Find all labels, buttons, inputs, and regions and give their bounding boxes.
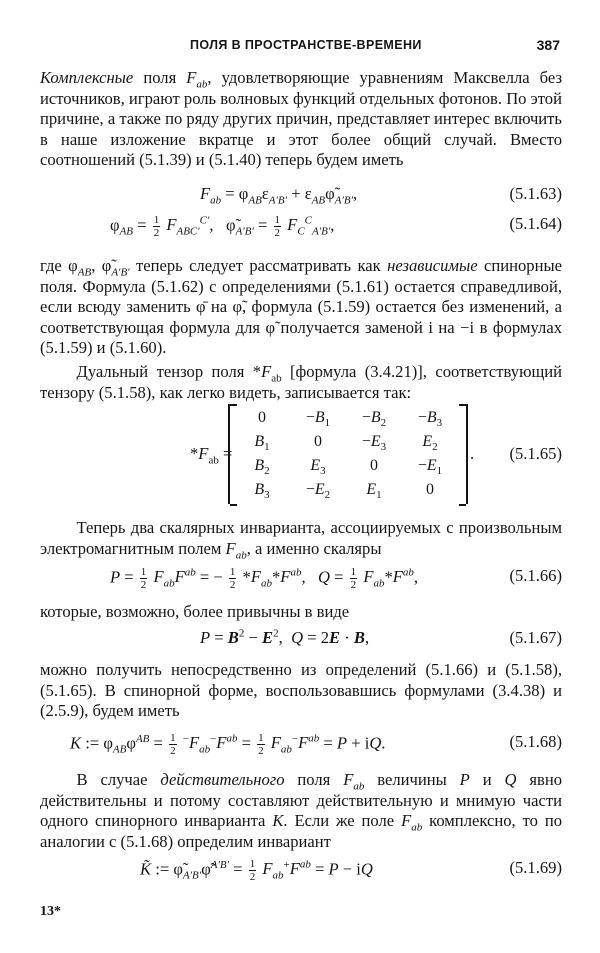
period: . — [470, 444, 475, 463]
paragraph-5: которые, возможно, более привычны в виде — [40, 602, 350, 621]
paragraph-7: В случае действительного поля $F_{ab}$ величины P и Q явно действительны и потому составляют действительную и мнимую части одного спинорного инварианта K. Если же поле $F_{ab}$ комплексно, то по аналогии с (5.1.68) определим инвариант — [40, 770, 562, 851]
matrix-cell: 0 — [370, 457, 378, 474]
matrix-cell: $B_3$ — [254, 481, 270, 502]
matrix-cell: $E_3$ — [310, 457, 326, 478]
formula: K := $\varphi_{AB}\varphi^{AB}$ = $\frac{1}{2}$ $^-F_{ab}^-F^{ab}$ = $\frac{1}{2}$ $F_{ab}^-F^{ab} = P$ + iQ. — [70, 732, 386, 757]
formula: $P = B^2 - E^2$, Q = 2E · B, — [200, 627, 370, 647]
matrix-cell: $B_2$ — [254, 457, 270, 478]
matrix-cell: $E_2$ — [422, 433, 438, 454]
equation-5-1-68 — [40, 732, 562, 762]
signature-mark: 13* — [40, 904, 61, 919]
equation-number: (5.1.64) — [509, 214, 562, 233]
matrix-cell: $-B_1$ — [305, 409, 331, 430]
matrix-lhs: $*F_{ab}$ = — [190, 444, 233, 467]
equation-number: (5.1.65) — [509, 444, 562, 463]
equation-5-1-67 — [40, 628, 562, 658]
matrix-cell: $-E_3$ — [361, 433, 387, 454]
matrix-cell: 0 — [314, 433, 322, 450]
running-header — [40, 38, 560, 58]
matrix-cell: 0 — [258, 409, 266, 426]
formula: P = $\frac{1}{2}$ $F_{ab}F^{ab}$ = − $\frac{1}{2}$ $*F_{ab}*F^{ab}$, Q = $\frac{1}{2}$ $F_{ab}*F^{ab}$, — [110, 566, 419, 591]
formula: K̃ := $\varphĩ_{A'B'}\varphĩ^{A'B'}$ = $\frac{1}{2}$ $F_{ab}^+F^{ab} = P$ − iQ — [140, 858, 373, 883]
paragraph-6: можно получить непосредственно из определений (5.1.66) и (5.1.58), (5.1.65). В спинорной форме, воспользовавшись формулами (3.4.38) и (2.5.9), будем иметь — [40, 660, 562, 721]
page-number: 387 — [536, 37, 560, 53]
matrix-cell: $-E_2$ — [305, 481, 331, 502]
equation-5-1-65 — [40, 404, 562, 506]
equation-number: (5.1.67) — [509, 628, 562, 647]
equation-5-1-69 — [40, 858, 562, 888]
equation-number: (5.1.68) — [509, 732, 562, 751]
formula: $\varphi_{AB}$ = $\frac{1}{2}$ $F_{ABC'}^{C'}$, $\varphĩ_{A'B'}$ = $\frac{1}{2}$ $F_C^C_{A'B'}$, — [110, 214, 335, 239]
paragraph-3: Дуальный тензор поля $*F_{ab}$ [формула (3.4.21)], соответствующий тензору (5.1.58), как легко видеть, записывается так: — [40, 362, 562, 402]
paragraph-1: Комплексные поля $F_{ab}$, удовлетворяющие уравнениям Максвелла без источников, играют роль волновых функций отдельных фотонов. По этой причине, а также по ряду других причин, представляет интерес включить в наше изложение вкратце и этот более общий случай. Вместо соотношений (5.1.39) и (5.1.40) теперь будем иметь — [40, 68, 562, 170]
running-title: ПОЛЯ В ПРОСТРАНСТВЕ-ВРЕМЕНИ — [190, 38, 422, 52]
equation-5-1-66 — [40, 566, 562, 596]
matrix-cell: 0 — [426, 481, 434, 498]
equation-5-1-64 — [40, 214, 562, 244]
equation-5-1-63 — [40, 184, 562, 214]
equation-number: (5.1.63) — [509, 184, 562, 203]
paragraph-2: где $\varphi_{AB}$, $\varphĩ_{A'B'}$ теперь следует рассматривать как независимые спинорные поля. Формула (5.1.62) с определениями (5.1.61) остается справедливой, если всюду заменить φ̄ на φ̃, формула (5.1.59) остается без изменений, а соответствующая формула для φ̃ получается заменой i на −i в формулах (5.1.59) и (5.1.60). — [40, 256, 562, 358]
equation-number: (5.1.66) — [509, 566, 562, 585]
equation-number: (5.1.69) — [509, 858, 562, 877]
matrix-cell: $-E_1$ — [417, 457, 443, 478]
paragraph-4: Теперь два скалярных инварианта, ассоциируемых с произвольным электромагнитным полем $F_{ab}$, а именно скаляры — [40, 518, 562, 561]
matrix-cell: $B_1$ — [254, 433, 270, 454]
matrix-cell: $E_1$ — [366, 481, 382, 502]
formula: $F_{ab} = \varphi_{AB}\varepsilon_{A'B'}$ + $\varepsilon_{AB}\varphĩ_{A'B'}$, — [200, 184, 358, 207]
matrix-cell: $-B_2$ — [361, 409, 387, 430]
matrix-cell: $-B_3$ — [417, 409, 443, 430]
dual-tensor-matrix — [228, 404, 468, 504]
